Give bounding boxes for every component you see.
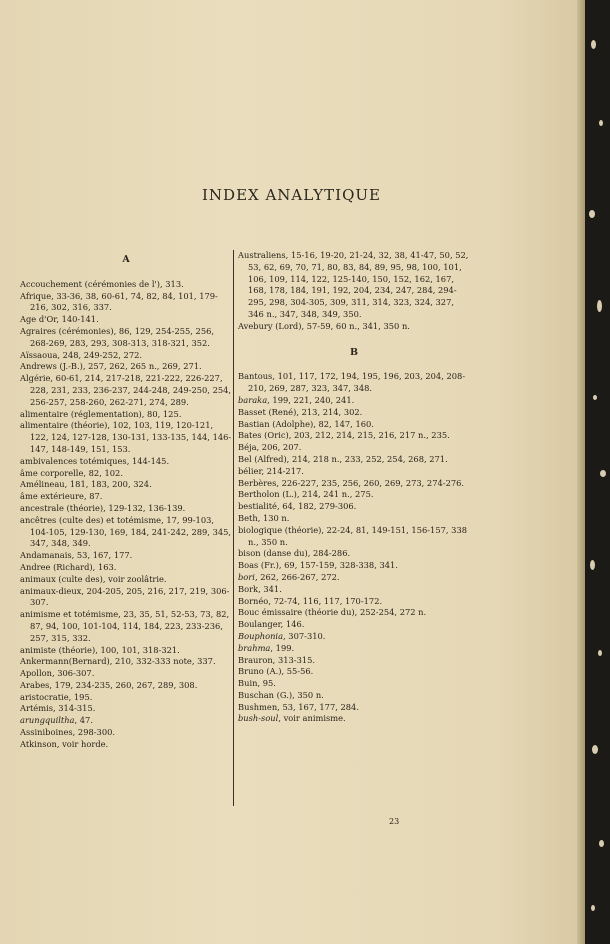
entry-references: , 195.: [68, 691, 93, 702]
entry-references: (théorie), 22-24, 81, 149-151, 156-157, 338 n., 350 n.: [248, 524, 468, 547]
entry-references: , 101, 117, 172, 194, 195, 196, 203, 204, 208-210, 269, 287, 323, 347, 348.: [248, 371, 466, 394]
entry-references: , 53, 167, 177, 284.: [277, 701, 359, 712]
page-gutter: [577, 0, 585, 944]
index-entry: [238, 454, 470, 466]
entry-references: (Adolphe), 82, 147, 160.: [269, 418, 374, 429]
index-entry: [238, 407, 470, 419]
index-entry: [238, 466, 470, 478]
entry-references: , 87.: [83, 491, 103, 502]
index-entry: [20, 361, 232, 373]
index-entry: [238, 643, 470, 655]
entry-references: , 206, 207.: [256, 442, 302, 453]
entry-term: Amélineau: [20, 479, 65, 490]
entry-references: (Oric), 203, 212, 214, 215, 216, 217 n., 235.: [261, 430, 450, 441]
entry-term: Accouchement: [20, 278, 82, 289]
entry-references: (théorie), 100, 101, 318-321.: [55, 644, 180, 655]
entry-term: baraka: [238, 394, 268, 405]
entry-references: (Richard), 163.: [50, 561, 117, 572]
entry-term: Arabes: [20, 679, 50, 690]
entry-term: ancestrale: [20, 502, 64, 513]
index-entry: [238, 442, 470, 454]
index-entry: [20, 409, 232, 421]
entry-term: ambivalences: [20, 455, 78, 466]
entry-term: Boas: [238, 560, 259, 571]
index-entry: [20, 668, 232, 680]
entry-term: Bruno: [238, 666, 264, 677]
entry-term: Avebury: [238, 320, 273, 331]
entry-references: , 82, 102.: [83, 467, 123, 478]
index-entry: [20, 456, 232, 468]
entry-term: Artémis: [20, 703, 53, 714]
entry-references: , 130 n.: [257, 512, 290, 523]
entry-term: Afrique: [20, 290, 52, 301]
entry-references: (culte des) et totémisme, 17, 99-103, 104-105, 129-130, 169, 184, 241-242, 289, 345, 347, 348, 349.: [30, 514, 232, 549]
entry-references: , 146.: [280, 619, 305, 630]
entry-references: , 248, 249-252, 272.: [57, 349, 143, 360]
entry-references: totémiques, 144-145.: [77, 455, 170, 466]
entry-term: animaux: [20, 573, 56, 584]
index-entry: [20, 703, 232, 715]
index-entry: [238, 250, 470, 321]
index-column-left: [20, 250, 232, 751]
entry-references: (réglementation), 80, 125.: [68, 408, 182, 419]
entry-term: Boulanger: [238, 619, 281, 630]
index-entry: [20, 680, 232, 692]
index-column-right: [238, 250, 470, 725]
entry-term: Apollon: [20, 668, 52, 679]
entry-term: âme extérieure: [20, 491, 84, 502]
index-entry: [238, 666, 470, 678]
entry-references: , 47.: [74, 715, 93, 726]
entry-term: Basset: [238, 406, 266, 417]
index-entry: [20, 314, 232, 326]
entry-term: Bates: [238, 430, 262, 441]
index-entry: [238, 321, 470, 333]
entry-references: , 262, 266-267, 272.: [254, 571, 340, 582]
index-entry: [238, 572, 470, 584]
entry-references: (danse du), 284-286.: [260, 548, 351, 559]
index-entry: [238, 395, 470, 407]
index-entry: [20, 656, 232, 668]
index-entry: [20, 609, 232, 644]
entry-references: , 341.: [258, 583, 282, 594]
entry-references: , 64, 182, 279-306.: [276, 501, 357, 512]
index-entry: [238, 596, 470, 608]
index-entry: [20, 468, 232, 480]
index-entry: [20, 491, 232, 503]
entry-references: (cérémonies), 86, 129, 254-255, 256, 268-269, 283, 293, 308-313, 318-321, 352.: [30, 325, 215, 348]
index-entry: [238, 489, 470, 501]
section-letter-a: A: [122, 254, 130, 265]
index-entry: [20, 350, 232, 362]
entry-term: Bouc: [238, 607, 260, 618]
entry-term: Andrews: [20, 361, 57, 372]
index-entry: [20, 715, 232, 727]
entry-references: , 72-74, 116, 117, 170-172.: [268, 595, 383, 606]
entry-term: arungquiltha: [20, 715, 75, 726]
entry-references: (théorie), 129-132, 136-139.: [63, 502, 186, 513]
index-entry: [20, 574, 232, 586]
entry-references: (A.), 55-56.: [263, 666, 314, 677]
index-entry: [20, 586, 232, 610]
entry-term: Berbères: [238, 477, 277, 488]
entry-references: , 298-300.: [72, 727, 116, 738]
entry-references: , 306-307.: [51, 668, 95, 679]
entry-term: bush-soul: [238, 713, 279, 724]
entry-references: (Fr.), 69, 157-159, 328-338, 341.: [258, 560, 398, 571]
entry-references: , 95.: [257, 678, 276, 689]
entry-term: alimentaire: [20, 420, 69, 431]
entry-term: âme corporelle: [20, 467, 84, 478]
entry-term: Algérie: [20, 373, 51, 384]
entry-references: , 199.: [270, 642, 295, 653]
index-entry: [238, 501, 470, 513]
index-entry: [20, 515, 232, 550]
entry-term: Andamanais: [20, 550, 72, 561]
page-title: INDEX ANALYTIQUE: [202, 186, 381, 204]
entry-references: (G.), 350 n.: [273, 689, 324, 700]
index-entry: [238, 713, 470, 725]
index-entry: [238, 525, 470, 549]
index-entry: [238, 430, 470, 442]
entry-term: animiste: [20, 644, 56, 655]
entry-term: bestialité: [238, 501, 277, 512]
index-entry: [20, 326, 232, 350]
column-divider: [233, 250, 234, 806]
entry-term: Bouphonia: [238, 630, 284, 641]
entry-term: Ankermann: [20, 656, 69, 667]
entry-references: , 33-36, 38, 60-61, 74, 82, 84, 101, 179-216, 302, 316, 337.: [30, 290, 218, 313]
entry-term: Brauron: [238, 654, 273, 665]
entry-references: , 313-315.: [272, 654, 316, 665]
entry-term: Assiniboines: [20, 727, 73, 738]
entry-term: Atkinson: [20, 738, 57, 749]
entry-references: , 15-16, 19-20, 21-24, 32, 38, 41-47, 50, 52, 53, 62, 69, 70, 71, 80, 83, 84, 89, 95, 98, 100, 101, 106, 109, 114, 122, 125-140, 150, 152, 162, 167, 168, 178, 184, 191, 192, 204, 234, 247, 284, 294-295, 298, 304-305, 309, 311, 314, 323, 324, 327, 346 n., 347, 348, 349, 350.: [248, 250, 469, 319]
index-entry: [238, 690, 470, 702]
entry-term: Bantous: [238, 371, 273, 382]
index-entry: [20, 739, 232, 751]
entry-term: Bertholon: [238, 489, 280, 500]
entry-term: Béja: [238, 442, 257, 453]
page-number: 23: [389, 817, 400, 826]
entry-references: , 199, 221, 240, 241.: [267, 394, 355, 405]
entry-references: , voir horde.: [56, 738, 109, 749]
index-entry: [20, 645, 232, 657]
index-entry: [20, 373, 232, 408]
index-entry: [238, 655, 470, 667]
entry-term: animaux-dieux: [20, 585, 82, 596]
entry-references: , 204-205, 205, 216, 217, 219, 306-307.: [30, 585, 230, 608]
index-entry: [20, 727, 232, 739]
entry-references: (cérémonies de l'), 313.: [81, 278, 184, 289]
index-entry: [238, 678, 470, 690]
entry-term: Bornéo: [238, 595, 269, 606]
entry-references: (J.-B.), 257, 262, 265 n., 269, 271.: [56, 361, 202, 372]
index-entry: [20, 291, 232, 315]
entry-term: Andree: [20, 561, 51, 572]
entry-references: , 60-61, 214, 217-218, 221-222, 226-227, 228, 231, 233, 236-237, 244-248, 249-250, 254, 256-257, 258-260, 262-271, 274, 289.: [30, 373, 232, 407]
index-entry: [20, 279, 232, 291]
index-entry: [20, 503, 232, 515]
entry-references: , 140-141.: [56, 314, 99, 325]
index-entry: [20, 550, 232, 562]
entry-term: brahma: [238, 642, 271, 653]
entry-term: aristocratie: [20, 691, 69, 702]
entry-term: bélier: [238, 465, 262, 476]
entry-references: , 53, 167, 177.: [71, 550, 133, 561]
entry-references: (Lord), 57-59, 60 n., 341, 350 n.: [272, 320, 410, 331]
index-entry-list: [238, 250, 470, 333]
index-entry: [20, 420, 232, 455]
book-binding: [585, 0, 610, 944]
entry-references: , 314-315.: [52, 703, 96, 714]
entry-term: Bel: [238, 453, 252, 464]
entry-references: (René), 213, 214, 302.: [265, 406, 363, 417]
entry-term: alimentaire: [20, 408, 69, 419]
entry-references: (L.), 214, 241 n., 275.: [279, 489, 374, 500]
entry-term: Bastian: [238, 418, 270, 429]
index-entry: [238, 419, 470, 431]
entry-term: Agraires: [20, 325, 57, 336]
entry-references: , 214-217.: [261, 465, 304, 476]
entry-references: (Alfred), 214, 218 n., 233, 252, 254, 268, 271.: [251, 453, 448, 464]
entry-references: (théorie), 102, 103, 119, 120-121, 122, 124, 127-128, 130-131, 133-135, 144, 146-147, 148-149, 151, 153.: [30, 420, 232, 454]
index-entry: [238, 584, 470, 596]
section-letter-b: B: [349, 346, 359, 358]
entry-term: Australiens: [238, 250, 286, 260]
entry-references: , 226-227, 235, 256, 260, 269, 273, 274-276.: [276, 477, 465, 488]
entry-term: Age d'Or: [20, 314, 57, 325]
entry-term: Buin: [238, 678, 258, 689]
entry-term: Buschan: [238, 689, 274, 700]
entry-term: Aïssaoua: [20, 349, 58, 360]
index-entry: [238, 478, 470, 490]
entry-references: , 179, 234-235, 260, 267, 289, 308.: [49, 679, 198, 690]
entry-term: bori: [238, 571, 255, 582]
entry-references: (Bernard), 210, 332-333 note, 337.: [68, 656, 216, 667]
index-entry: [20, 562, 232, 574]
entry-references: , 181, 183, 200, 324.: [64, 479, 152, 490]
index-entry: [238, 513, 470, 525]
index-entry: [238, 702, 470, 714]
index-entry-list: [238, 371, 470, 725]
index-entry: [20, 479, 232, 491]
index-entry: [20, 692, 232, 704]
index-entry: [238, 619, 470, 631]
index-entry: [238, 607, 470, 619]
entry-references: , 307-310.: [283, 630, 326, 641]
entry-term: Bushmen: [238, 701, 278, 712]
entry-references: émissaire (théorie du), 252-254, 272 n.: [259, 607, 427, 618]
entry-references: (culte des), voir zoolâtrie.: [55, 573, 167, 584]
entry-term: Bork: [238, 583, 259, 594]
entry-term: animisme: [20, 609, 61, 620]
entry-term: Beth: [238, 512, 258, 523]
index-entry: [238, 548, 470, 560]
entry-references: , voir animisme.: [278, 713, 346, 724]
entry-term: ancêtres: [20, 514, 57, 525]
entry-term: bison: [238, 548, 261, 559]
index-entry: [238, 371, 470, 395]
index-entry: [238, 631, 470, 643]
index-entry-list: [20, 279, 232, 751]
entry-references: et totémisme, 23, 35, 51, 52-53, 73, 82, 87, 94, 100, 101-104, 114, 184, 223, 233-236, 257, 315, 332.: [30, 609, 230, 643]
entry-term: biologique: [238, 524, 283, 535]
index-entry: [238, 560, 470, 572]
